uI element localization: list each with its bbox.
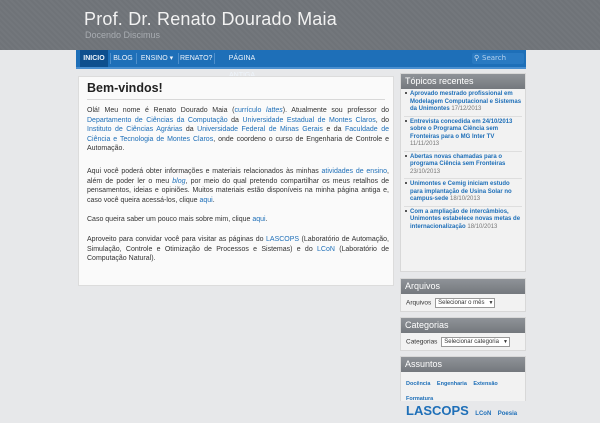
nav-item-inicio[interactable]: INICIO <box>80 50 108 67</box>
bullet-icon <box>405 120 407 122</box>
bullet-icon <box>405 210 407 212</box>
lattes-link-text: lattes <box>266 107 283 114</box>
text: (Laboratório de Automação, Simulação, Controle e Otimização de Processos e Sistemas) e do <box>87 236 389 253</box>
about-paragraph <box>87 215 389 225</box>
fcti-link[interactable]: Faculdade de Ciência e Tecnologia de Montes Claros <box>87 126 389 143</box>
about-link[interactable]: aqui <box>252 216 266 223</box>
list-item <box>404 89 522 117</box>
tag-link[interactable]: Extensão <box>473 381 498 387</box>
chevron-down-icon: ▼ <box>503 339 508 345</box>
search-input[interactable] <box>472 53 524 64</box>
nav-separator <box>178 53 179 64</box>
blog-link[interactable] <box>172 178 185 185</box>
nav-separator <box>110 53 111 64</box>
categories-row <box>401 333 525 351</box>
search-placeholder: Search <box>482 54 507 62</box>
tag-link[interactable]: Docência <box>406 381 431 387</box>
heading-divider <box>87 99 385 100</box>
tag-link[interactable]: LASCOPS <box>406 403 469 418</box>
tag-link[interactable]: Formatura <box>406 396 434 402</box>
tag-cloud <box>401 372 525 423</box>
ufmg-link[interactable]: Universidade Federal de Minas Gerais <box>197 126 323 133</box>
text: da <box>182 126 198 133</box>
recent-post-link[interactable]: Aprovado mestrado profissional em Modelagem Computacional e Sistemas da Unimontes <box>410 91 522 112</box>
widget-title: Assuntos <box>401 357 525 372</box>
tag-link[interactable]: LCoN <box>475 411 492 417</box>
post-date: 17/12/2013 <box>451 106 482 112</box>
nav-separator <box>136 53 137 64</box>
text: e da <box>322 126 346 133</box>
text: , do <box>375 116 389 124</box>
search-icon: ⚲ <box>474 54 480 62</box>
post-date: 18/10/2013 <box>450 196 481 202</box>
categories-select-value: Selecionar categoria <box>444 339 499 345</box>
nav-item-blog[interactable]: BLOG <box>113 55 133 62</box>
bullet-icon <box>405 182 407 184</box>
nav-item-ensino[interactable]: ENSINO ▾ <box>140 55 174 62</box>
list-item <box>404 117 522 152</box>
tag-link[interactable]: Poesia <box>497 411 518 417</box>
unimontes-link[interactable]: Universidade Estadual de Montes Claros <box>242 116 376 124</box>
text: , onde coordeno o curso de Engenharia de Controle e Automação. <box>87 135 390 152</box>
nav-item-pagina-antiga[interactable]: PÁGINA <box>228 55 256 62</box>
text: Aqui você poderá obter informações e materiais relacionados às minhas <box>87 168 322 175</box>
nav-item-renato[interactable]: RENATO? <box>180 55 213 62</box>
text: (Laboratório de Computação Natural). <box>87 245 390 262</box>
text: ). Atualmente sou professor do <box>282 107 389 114</box>
bullet-icon <box>405 155 407 157</box>
labs-paragraph <box>87 235 389 264</box>
tag-link[interactable]: Engenharia <box>436 381 467 387</box>
ensino-link[interactable]: atividades de ensino <box>321 168 388 175</box>
bullet-icon <box>405 92 407 94</box>
text: da <box>227 116 243 124</box>
blog-link-text: blog <box>172 177 186 185</box>
list-item <box>404 152 522 180</box>
text: , além de poder ler o meu <box>87 168 389 185</box>
text: Aproveito para convidar você para visitar as páginas do <box>87 236 267 243</box>
recent-post-link[interactable]: Unimontes e Cemig iniciam estudo para implantação de Usina Solar no campus-sede <box>410 181 512 202</box>
nav-separator <box>214 53 215 64</box>
categories-select[interactable] <box>441 337 510 347</box>
categories-widget <box>400 317 526 351</box>
recent-posts-widget <box>400 73 526 272</box>
archives-select[interactable] <box>435 298 495 308</box>
archives-label: Arquivos <box>406 299 432 307</box>
intro-paragraph <box>87 106 389 154</box>
chevron-down-icon: ▼ <box>488 300 494 306</box>
archives-select-value: Selecionar o mês <box>438 300 485 306</box>
widget-title: Tópicos recentes <box>401 74 525 89</box>
archives-widget <box>400 278 526 312</box>
text: , por meio do qual pretendo compartilhar os meus retalhos de pensamentos, ideias e opiniões. Muitos materiais estão disponíveis na minha página antiga e, caso você queira acessá-los, clique <box>87 177 389 204</box>
post-date: 23/10/2013 <box>410 168 441 175</box>
main-content <box>78 76 394 286</box>
widget-title: Arquivos <box>401 279 525 294</box>
widget-title: Categorias <box>401 318 525 333</box>
text: . <box>212 196 215 204</box>
site-description: Docendo Discimus <box>85 30 161 40</box>
recent-post-link[interactable]: Com a ampliação de intercâmbios, Unimontes estabelece novas metas de internacionalização <box>410 208 521 230</box>
curriculo-link[interactable]: currículo <box>234 107 262 114</box>
ica-link[interactable]: Instituto de Ciências Agrárias <box>87 126 183 133</box>
page-heading: Bem-vindos! <box>87 81 163 95</box>
materials-paragraph <box>87 167 389 205</box>
categories-label: Categorias <box>406 338 438 346</box>
old-page-link[interactable]: aqui <box>199 196 213 204</box>
text: Olá! Meu nome é Renato Dourado Maia ( <box>87 107 235 114</box>
text: . <box>265 216 268 223</box>
list-item <box>404 179 522 207</box>
recent-post-link[interactable]: Entrevista concedida em 24/10/2013 sobre o Programa Ciência sem Fronteiras para o MG Inter TV <box>410 118 513 140</box>
lascops-link[interactable]: LASCOPS <box>266 236 300 243</box>
lattes-link[interactable] <box>266 107 283 114</box>
tags-widget <box>400 356 526 418</box>
archives-row <box>401 294 525 312</box>
post-date: 18/10/2013 <box>467 223 498 230</box>
site-header <box>0 0 600 50</box>
main-nav <box>76 50 526 69</box>
recent-post-link[interactable]: Abertas novas chamadas para o programa Ciência sem Fronteiras <box>410 153 506 167</box>
post-date: 11/11/2013 <box>410 141 440 147</box>
text: Caso queira saber um pouco mais sobre mim, clique <box>87 216 253 223</box>
list-item <box>404 207 522 234</box>
site-title[interactable]: Prof. Dr. Renato Dourado Maia <box>84 9 337 29</box>
department-link[interactable]: Departamento de Ciências da Computação <box>87 116 228 124</box>
lcon-link[interactable]: LCoN <box>317 245 335 253</box>
